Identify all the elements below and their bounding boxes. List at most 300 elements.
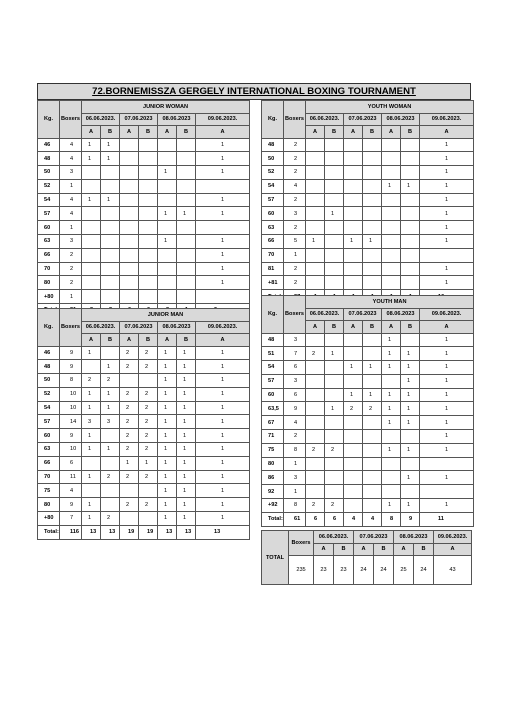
bout-count [344,221,363,235]
bout-count [82,235,101,249]
bout-count [158,276,177,290]
session-a-header: A [120,126,139,139]
bout-count: 3 [82,415,101,429]
weight-class: +81 [262,276,284,290]
bout-count: 1 [306,235,325,249]
bout-count: 1 [158,470,177,484]
weight-class: 80 [38,498,60,512]
bout-count: 1 [196,387,250,401]
bout-count: 1 [196,276,250,290]
boxer-count: 4 [60,207,82,221]
table-row [262,361,474,375]
bout-count [139,138,158,152]
grand-total-table [261,530,472,585]
boxer-count: 10 [60,443,82,457]
bout-count [363,430,382,444]
bout-count [363,138,382,152]
total-bouts: 19 [139,525,158,539]
date-header: 07.06.2023 [344,113,382,126]
session-a-header: A [120,334,139,347]
bout-count: 1 [196,498,250,512]
weight-class: 48 [38,360,60,374]
weight-class: 57 [38,415,60,429]
table-row [38,401,250,415]
bout-count [120,484,139,498]
bout-count [382,430,401,444]
total-bouts: 13 [82,525,101,539]
weight-class: 71 [262,430,284,444]
bout-count: 2 [139,498,158,512]
bout-count [401,221,420,235]
bout-count [401,276,420,290]
table-row [38,374,250,388]
bout-count [363,179,382,193]
bout-count: 1 [82,512,101,526]
bout-count [82,207,101,221]
session-a-header: A [158,334,177,347]
bout-count: 1 [196,374,250,388]
bout-count [325,262,344,276]
session-b-header: B [177,334,196,347]
weight-class: 50 [38,166,60,180]
bout-count: 1 [158,443,177,457]
bout-count [101,235,120,249]
grand-total-label: TOTAL [262,531,289,585]
boxer-count: 3 [60,235,82,249]
boxer-count: 9 [60,346,82,360]
bout-count [120,152,139,166]
bout-count: 1 [196,512,250,526]
table-row [262,193,474,207]
bout-count: 2 [120,346,139,360]
bout-count: 1 [420,138,474,152]
bout-count [325,471,344,485]
bout-count [196,290,250,304]
bout-count [344,152,363,166]
boxer-count: 2 [284,193,306,207]
bout-count: 1 [177,346,196,360]
session-a-header: A [382,126,401,139]
bout-count: 1 [401,179,420,193]
bout-count [401,457,420,471]
boxer-count: 1 [284,457,306,471]
bout-count: 1 [401,416,420,430]
session-a-header: A [306,126,325,139]
boxer-count: 2 [284,152,306,166]
bout-count [325,333,344,347]
kg-header: Kg. [38,101,60,139]
bout-count: 1 [196,248,250,262]
bout-count: 1 [196,262,250,276]
bout-count [344,430,363,444]
weight-class: +80 [38,512,60,526]
bout-count [101,290,120,304]
bout-count: 1 [196,484,250,498]
bout-count: 1 [196,207,250,221]
bout-count [82,166,101,180]
weight-class: 80 [38,276,60,290]
bout-count: 1 [101,138,120,152]
bout-count [306,471,325,485]
bout-count [344,207,363,221]
boxer-count: 3 [284,333,306,347]
bout-count: 1 [382,347,401,361]
total-row [38,525,250,539]
total-row [262,512,474,526]
bout-count [306,402,325,416]
session-b-header: B [363,321,382,334]
boxer-count: 9 [60,498,82,512]
bout-count [382,374,401,388]
bout-count: 1 [420,374,474,388]
bout-count [325,485,344,499]
boxer-count: 4 [284,416,306,430]
bout-count: 1 [82,498,101,512]
table-row [38,470,250,484]
bout-count [306,248,325,262]
bout-count [382,457,401,471]
bout-count: 2 [139,443,158,457]
bout-count [363,416,382,430]
bout-count [177,221,196,235]
date-header: 07.06.2023 [120,113,158,126]
bout-count: 2 [120,360,139,374]
bout-count: 1 [401,361,420,375]
bout-count [325,193,344,207]
category-label: YOUTH WOMAN [306,101,474,114]
bout-count [325,276,344,290]
bout-count: 1 [177,207,196,221]
bout-count [325,221,344,235]
bout-count: 2 [325,499,344,513]
weight-class: 81 [262,262,284,276]
bout-count [363,207,382,221]
table-row [262,333,474,347]
weight-class: 86 [262,471,284,485]
weight-class: 46 [38,138,60,152]
table-row [262,248,474,262]
session-a-header: A [196,126,250,139]
total-bouts: 13 [101,525,120,539]
bout-count: 1 [158,387,177,401]
bout-count [401,485,420,499]
category-label: YOUTH MAN [306,296,474,309]
grand-total-cell: 23 [314,556,334,585]
total-bouts: 6 [325,512,344,526]
bout-count: 1 [177,401,196,415]
date-header: 09.06.2023. [196,113,250,126]
boxer-count: 7 [60,512,82,526]
bout-count [158,193,177,207]
bout-count: 1 [420,388,474,402]
table-row [38,207,250,221]
bout-count [158,138,177,152]
bout-count [363,262,382,276]
date-header: 09.06.2023. [420,308,474,321]
bout-count: 1 [401,374,420,388]
bout-count: 1 [82,152,101,166]
bout-count [420,457,474,471]
weight-class: 48 [262,138,284,152]
boxer-count: 8 [284,499,306,513]
table-row [262,485,474,499]
total-bouts: 4 [363,512,382,526]
table-row [38,443,250,457]
bout-count: 1 [420,443,474,457]
bout-count: 1 [158,235,177,249]
bout-count: 1 [82,346,101,360]
table-row [262,471,474,485]
bout-count [401,235,420,249]
bout-count [306,152,325,166]
bout-count [344,443,363,457]
bout-count [139,484,158,498]
bout-count: 1 [158,456,177,470]
bout-count: 2 [139,360,158,374]
bout-count [344,416,363,430]
bout-count [82,484,101,498]
bout-count: 1 [420,193,474,207]
bout-count [306,221,325,235]
bout-count: 1 [196,193,250,207]
bout-count [382,262,401,276]
boxers-header: Boxers [289,531,314,556]
bout-count: 2 [120,387,139,401]
boxer-count: 2 [284,430,306,444]
total-bouts: 13 [158,525,177,539]
session-b-header: B [414,543,434,556]
bout-count [306,430,325,444]
bout-count: 1 [158,360,177,374]
weight-class: +92 [262,499,284,513]
bout-count: 1 [401,443,420,457]
table-row [38,221,250,235]
bout-count: 2 [101,374,120,388]
weight-class: 57 [38,207,60,221]
bout-count [177,152,196,166]
bout-count [306,207,325,221]
bout-count: 1 [196,360,250,374]
session-b-header: B [401,126,420,139]
bout-count: 1 [363,361,382,375]
bout-count [382,166,401,180]
session-a-header: A [344,321,363,334]
bout-count [344,485,363,499]
bout-count: 1 [196,456,250,470]
weight-class: 51 [262,347,284,361]
boxer-count: 3 [284,471,306,485]
bout-count: 1 [82,193,101,207]
bout-count [344,138,363,152]
table-row [38,456,250,470]
weight-class: 48 [262,333,284,347]
weight-class: 57 [262,193,284,207]
bout-count: 1 [177,387,196,401]
bout-count [344,193,363,207]
session-b-header: B [177,126,196,139]
boxer-count: 2 [284,138,306,152]
weight-class: 54 [262,179,284,193]
total-boxers: 116 [60,525,82,539]
junior-woman-table [37,100,250,318]
bout-count [120,248,139,262]
boxer-count: 4 [60,138,82,152]
bout-count [177,166,196,180]
bout-count [325,361,344,375]
bout-count: 2 [306,499,325,513]
kg-header: Kg. [262,296,284,334]
bout-count [120,221,139,235]
table-row [38,193,250,207]
table-row [38,429,250,443]
bout-count: 1 [196,138,250,152]
bout-count [139,290,158,304]
weight-class: 54 [38,401,60,415]
weight-class: 66 [38,248,60,262]
bout-count [325,374,344,388]
table-row [262,221,474,235]
bout-count: 1 [177,415,196,429]
table-row [38,290,250,304]
bout-count: 1 [196,152,250,166]
date-header: 06.06.2023. [82,321,120,334]
date-header: 09.06.2023. [434,531,472,544]
bout-count [382,138,401,152]
bout-count [325,166,344,180]
bout-count: 1 [420,471,474,485]
bout-count [139,512,158,526]
total-bouts: 6 [306,512,325,526]
table-row [262,416,474,430]
bout-count: 1 [101,360,120,374]
bout-count [382,485,401,499]
date-header: 06.06.2023. [306,308,344,321]
weight-class: 50 [262,152,284,166]
bout-count: 1 [420,430,474,444]
bout-count [344,471,363,485]
weight-class: 80 [262,457,284,471]
session-b-header: B [325,126,344,139]
boxer-count: 5 [284,235,306,249]
bout-count [82,290,101,304]
bout-count [306,179,325,193]
bout-count: 1 [420,207,474,221]
bout-count [306,193,325,207]
date-header: 08.06.2023 [382,113,420,126]
date-header: 08.06.2023 [382,308,420,321]
bout-count [344,166,363,180]
bout-count: 1 [158,166,177,180]
bout-count [158,179,177,193]
bout-count: 3 [101,415,120,429]
boxer-count: 4 [284,179,306,193]
bout-count [344,248,363,262]
bout-count: 1 [158,346,177,360]
bout-count [325,457,344,471]
bout-count [325,430,344,444]
weight-class: 57 [262,374,284,388]
table-row [38,235,250,249]
bout-count: 1 [82,470,101,484]
table-row [262,138,474,152]
session-b-header: B [101,126,120,139]
bout-count [401,430,420,444]
bout-count [82,360,101,374]
weight-class: 63 [262,221,284,235]
bout-count [158,262,177,276]
bout-count [325,235,344,249]
bout-count [363,499,382,513]
boxer-count: 1 [60,179,82,193]
date-header: 09.06.2023. [420,113,474,126]
bout-count [306,416,325,430]
bout-count [344,333,363,347]
bout-count: 2 [139,429,158,443]
table-row [38,387,250,401]
bout-count [344,374,363,388]
bout-count [139,179,158,193]
bout-count: 1 [344,361,363,375]
bout-count: 1 [196,235,250,249]
bout-count [158,221,177,235]
bout-count: 1 [401,471,420,485]
boxer-count: 6 [60,456,82,470]
bout-count [158,290,177,304]
bout-count: 1 [401,347,420,361]
bout-count [101,484,120,498]
bout-count: 1 [382,402,401,416]
bout-count [158,152,177,166]
bout-count: 1 [401,402,420,416]
table-row [38,276,250,290]
bout-count [344,276,363,290]
boxer-count: 9 [284,402,306,416]
bout-count [363,221,382,235]
table-row [38,512,250,526]
bout-count: 1 [420,221,474,235]
bout-count [82,262,101,276]
bout-count: 1 [382,333,401,347]
bout-count: 1 [158,429,177,443]
bout-count [306,138,325,152]
weight-class: 48 [38,152,60,166]
bout-count: 1 [420,402,474,416]
bout-count: 2 [120,498,139,512]
weight-class: 70 [38,262,60,276]
weight-class: +80 [38,290,60,304]
table-row [38,248,250,262]
kg-header: Kg. [262,101,284,139]
bout-count: 1 [196,443,250,457]
bout-count [177,138,196,152]
bout-count [177,193,196,207]
bout-count [325,248,344,262]
youth-man-table [261,295,474,527]
bout-count [139,235,158,249]
bout-count [158,248,177,262]
bout-count: 1 [101,193,120,207]
boxer-count: 9 [60,360,82,374]
bout-count [139,207,158,221]
table-row [262,402,474,416]
boxer-count: 6 [284,361,306,375]
bout-count [363,457,382,471]
table-row [262,262,474,276]
bout-count [325,179,344,193]
bout-count [325,388,344,402]
bout-count [82,456,101,470]
bout-count: 1 [177,498,196,512]
